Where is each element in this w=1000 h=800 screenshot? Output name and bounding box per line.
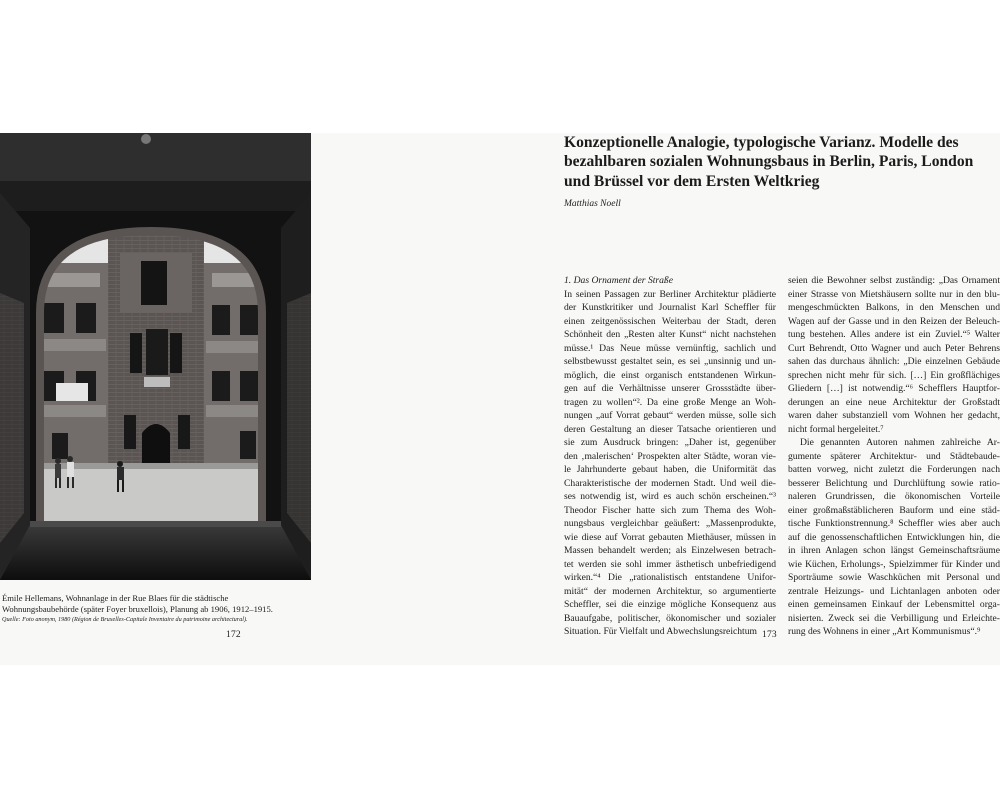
body-line: tung bestehen. Alles andere ist ein Zuviel.“⁵ Walter <box>788 329 1000 340</box>
body-line: sahen das durchaus ähnlich: „Die einzelnen Gebäude <box>788 356 1000 367</box>
body-line: nungsbaus vergleichbar geäußert: „Massenprodukte, <box>564 518 776 529</box>
body-line: mität“ der modernen Architektur, so argumentierte <box>564 585 776 597</box>
body-line: gen auf die Verhältnisse unserer Grossstädte über- <box>564 383 776 394</box>
body-line: möglich, die einst organisch entstandenen Wirkun- <box>564 369 776 381</box>
left-page <box>0 133 500 665</box>
body-line: waren daher substanziell vom Wohnen her gedacht, <box>788 410 1000 421</box>
body-line: zentrale Heizungs- und Lichtanlagen anboten oder <box>788 585 1000 597</box>
text-column-left <box>564 274 776 639</box>
caption-source: Quelle: Foto anonym, 1980 (Région de Bruxelles-Capitale Inventaire du patrimoine architectural). <box>2 616 248 623</box>
article-author: Matthias Noell <box>564 199 621 209</box>
body-line: sie zum Ausdruck bringen: „Daher ist, gegenüber <box>564 437 776 448</box>
body-line: der Kunstkritiker und Journalist Karl Scheffler für <box>564 302 776 313</box>
body-line: gumente späterer Architektur- und Städtebaude- <box>788 450 1000 462</box>
body-line: derungen an eine neue Architektur der Großstadt <box>788 396 1000 408</box>
body-line: Bauaufgabe, politischer, ökonomischer und sozialer <box>564 612 776 624</box>
body-line: seien die Bewohner selbst zuständig: „Das Ornament <box>788 275 1000 286</box>
body-line: Schönheit den „Resten alter Kunst“ nicht nachstehen <box>564 329 776 340</box>
body-line: nisierten. Zweck sei die Verbilligung und Erleichte- <box>788 612 1000 624</box>
body-line: In seinen Passagen zur Berliner Architektur plädierte <box>564 288 776 300</box>
page-number-left: 172 <box>226 630 241 640</box>
page-number-right: 173 <box>762 630 777 640</box>
body-line: einer großmaßstäblicheren Bauform und eine städ- <box>788 504 1000 516</box>
body-line: deren Gestaltung an dieser Tatsache orientieren und <box>564 423 776 435</box>
body-line: Scheffler, sei die einzige mögliche Konsequenz aus <box>564 599 776 610</box>
body-line: le Jahrhunderte gebaut haben, die Uniformität das <box>564 464 776 475</box>
right-page <box>500 133 1000 665</box>
body-line: in ihren Anlagen schon längst Gemeinschaftsräume <box>788 545 1000 556</box>
body-line: wie Küchen, Erholungs-, Spielzimmer für Kinder und <box>788 558 1000 570</box>
body-line: Die genannten Autoren nahmen zahlreiche Ar- <box>800 437 1000 448</box>
body-line: Theodor Fischer hatte sich zum Thema des Woh- <box>564 504 776 516</box>
body-line: batten vorweg, nicht zuletzt die Forderungen nach <box>788 464 1000 475</box>
body-line: einer Strasse von Mietshäusern sollte nur in den blu- <box>788 288 1000 300</box>
body-line: Sporträume sowie Waschküchen mit Personal und <box>788 572 1000 583</box>
courtyard-photo <box>0 133 311 580</box>
text-column-right <box>788 274 1000 639</box>
body-line: wirken.“⁴ Die „rationalistisch entstandene Unifor- <box>564 572 776 583</box>
body-line: nungen „auf Vorrat gebaut“ werden müsse, solle sich <box>564 410 776 421</box>
body-line: rung des Wohnens in einer „Art Kommunismus“.⁹ <box>788 626 981 637</box>
body-line: wie diese auf Vorrat gebauten Miethäuser, müssen in <box>564 531 776 543</box>
body-line: Charakteristische der modernen Stadt. Und weil die- <box>564 477 776 489</box>
body-line: Curt Behrendt, Otto Wagner und auch Peter Behrens <box>788 342 1000 354</box>
body-line: Massen behandelt werden; als Einzelwesen betrach- <box>564 545 776 556</box>
article-title: Konzeptionelle Analogie, typologische Varianz. Modelle des bezahlbaren sozialen Wohnungsbaus in Berlin, Paris, London und Brüssel vor dem Ersten Weltkrieg <box>564 134 974 190</box>
body-line: besserer Belichtung und Durchlüftung sowie ratio- <box>788 477 1000 489</box>
body-line: mengeschmückten Balkons, in den Menschen und <box>788 302 1000 313</box>
body-line: Gliedern […] ist notwendig.“⁶ Schefflers Hauptfor- <box>788 383 1000 394</box>
body-line: nicht formal hergeleitet.⁷ <box>788 423 884 435</box>
body-line: Wagen auf der Gasse und in den Reizen der Beleuch- <box>788 315 1000 327</box>
body-line: Situation. Für Vielfalt und Abwechslungsreichtum <box>564 626 757 637</box>
body-line: auf die genossenschaftlichen Entwicklungen hin, die <box>788 531 1000 543</box>
caption-text: Émile Hellemans, Wohnanlage in der Rue Blaes für die städtische Wohnungsbaubehörde (später Foyer bruxellois), Planung ab 1906, 1912–1915. <box>2 593 273 614</box>
body-line: müsse.¹ Das Neue müsse vernünftig, sachlich und <box>564 342 776 354</box>
body-line: sprechen nicht mehr für sich. […] Ein großflächiges <box>788 369 1000 381</box>
body-line: tische Funktionstrennung.⁸ Scheffler wies aber auch <box>788 518 1000 529</box>
body-line: tet werden sie sohl immer ästhetisch unbefriedigend <box>564 558 776 570</box>
body-line: ses notwendig ist, wird es auch schön erscheinen.“³ <box>564 491 776 502</box>
figure-caption <box>2 593 302 624</box>
section-heading: 1. Das Ornament der Straße <box>564 275 673 286</box>
body-line: selbstbewusst gestaltet sein, es sei „unsinnig und un- <box>564 356 776 367</box>
body-line: naleren Grundrissen, die ökonomischen Vorteile <box>788 491 1000 502</box>
body-line: den ‚malerischen‘ Prospekten alter Städte, woran vie- <box>564 450 776 462</box>
body-line: tragen zu wollen“². Da eine große Menge an Woh- <box>564 396 776 408</box>
body-line: einen zeitgenössischen Weiterbau der Stadt, deren <box>564 315 776 327</box>
body-line: einen gemeinsamen Einkauf der Lebensmittel orga- <box>788 599 1000 610</box>
book-spread <box>0 133 1000 665</box>
